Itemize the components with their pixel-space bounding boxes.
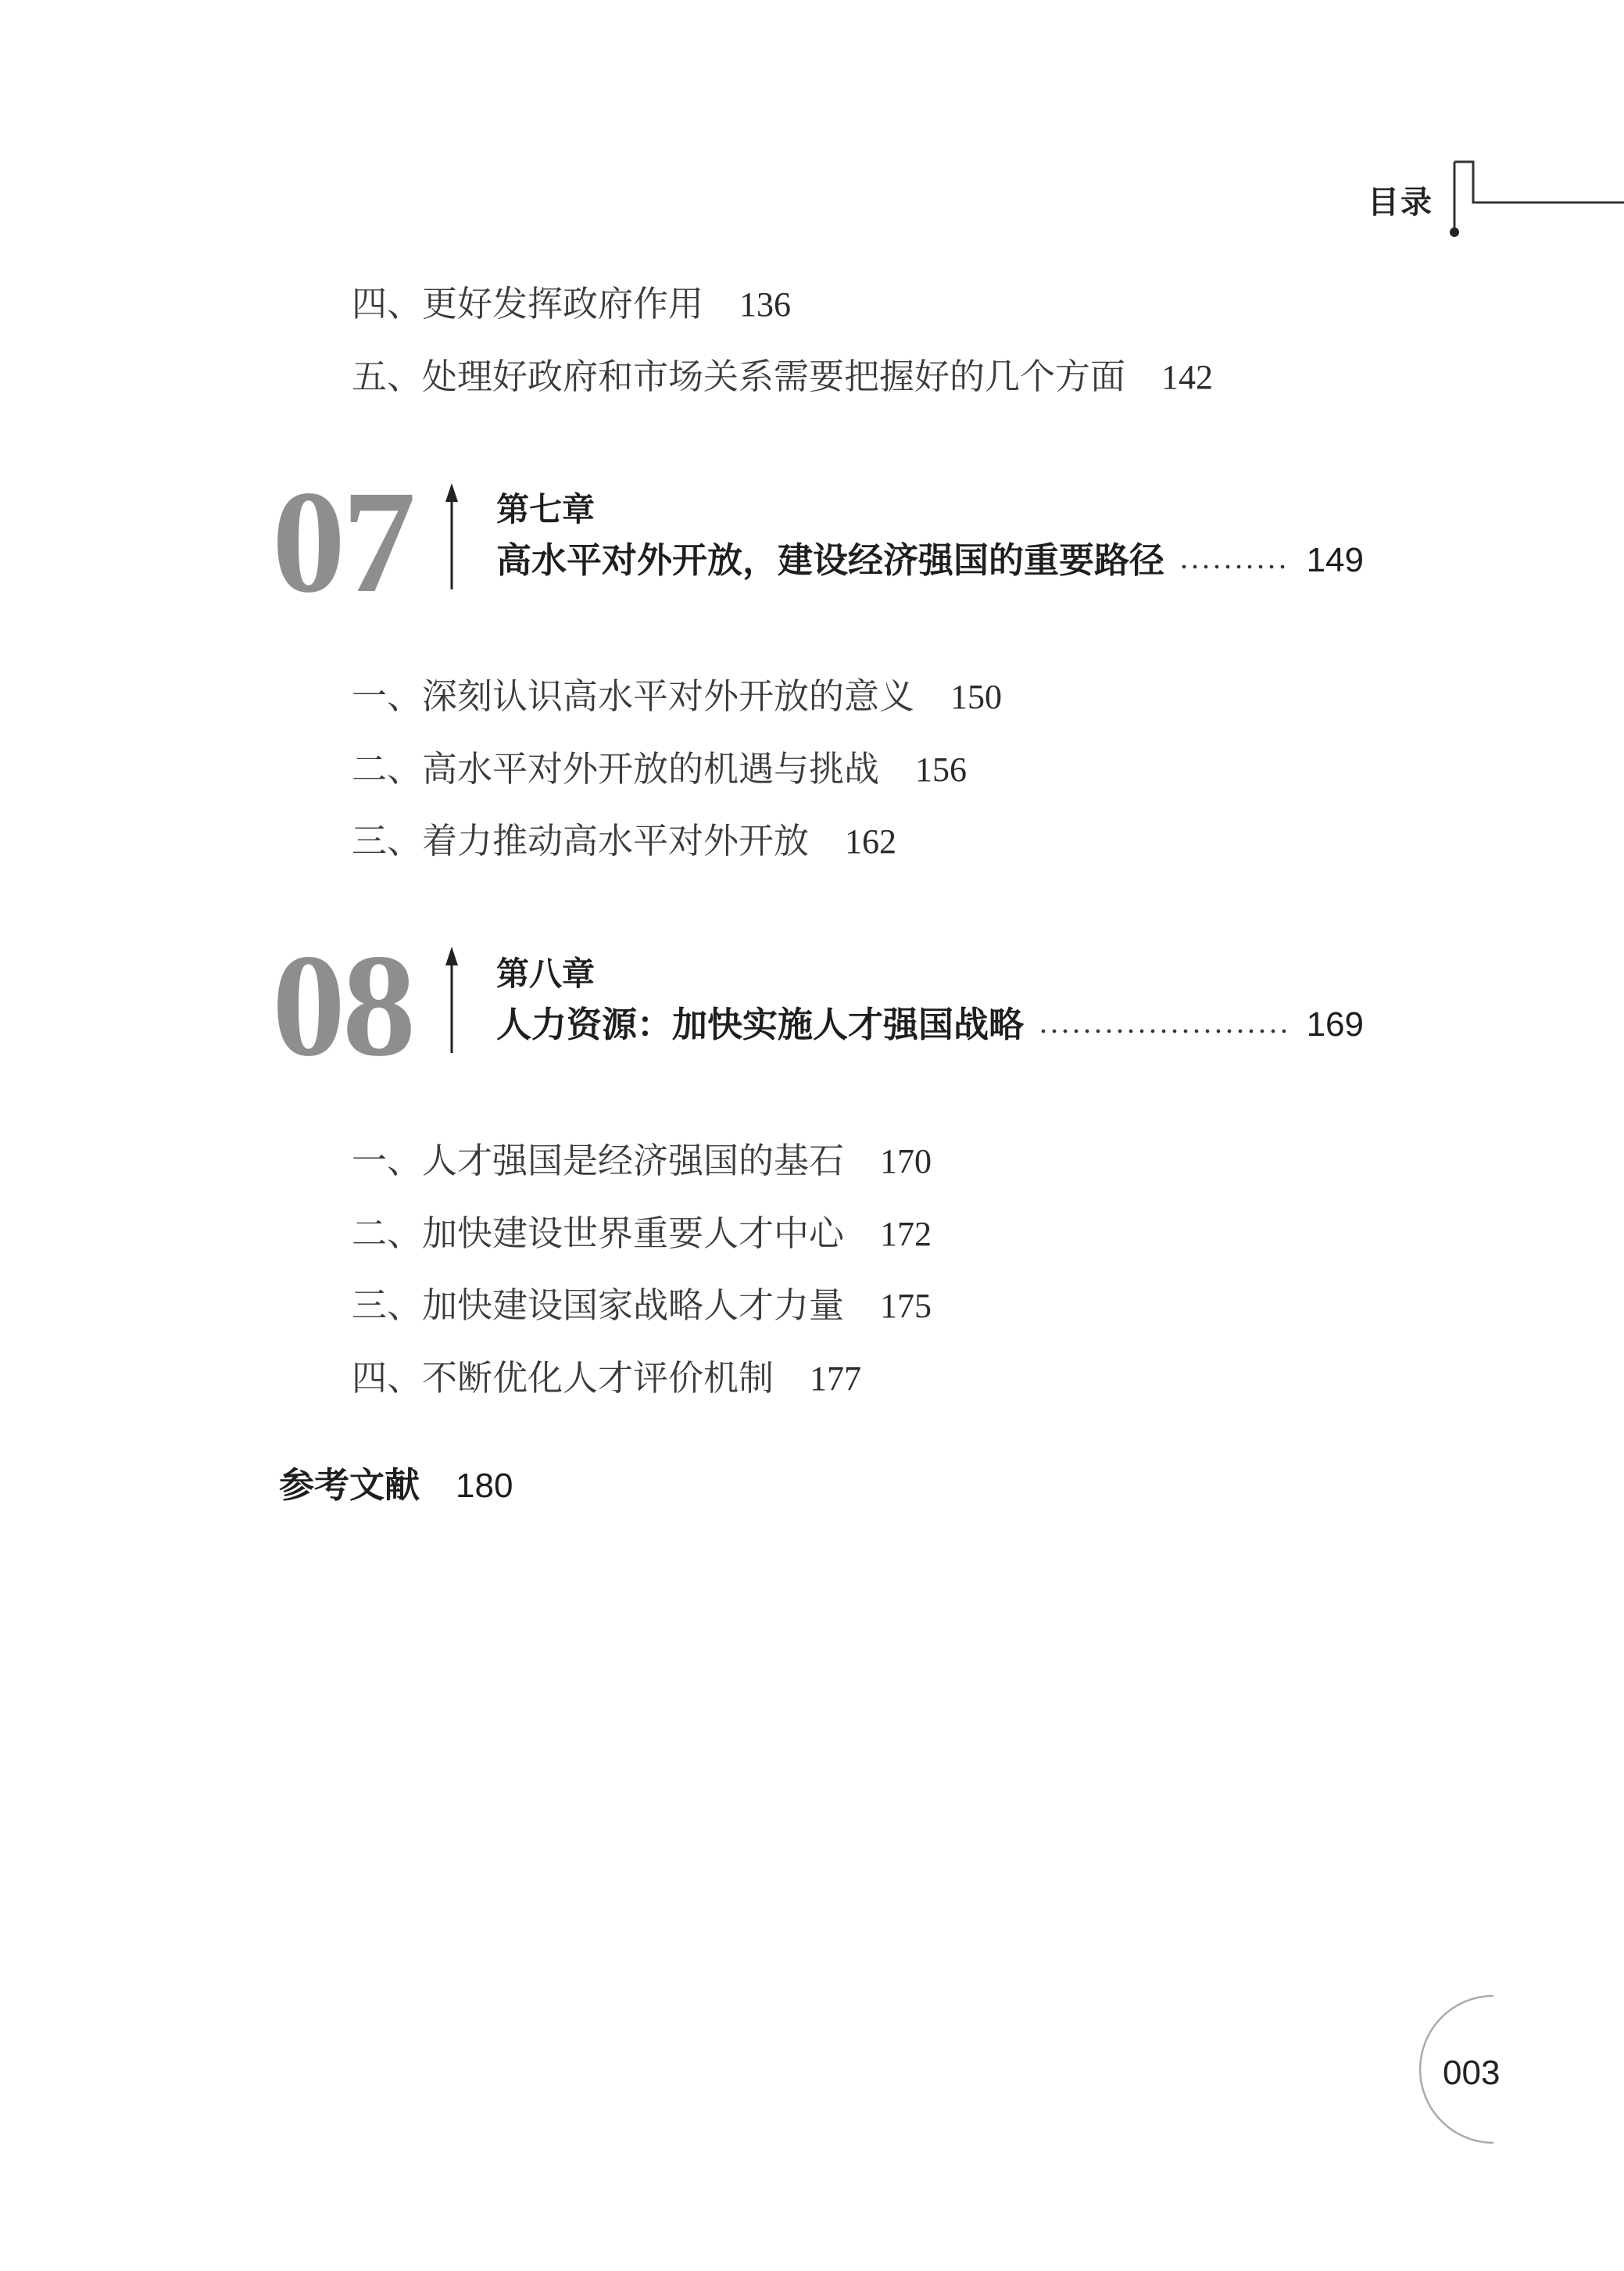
toc-entry xyxy=(352,733,1002,806)
toc-entry xyxy=(352,805,1002,878)
chapter-08-title: 人力资源：加快实施人才强国战略 xyxy=(496,1004,1025,1045)
references-label: 参考文献 xyxy=(279,1464,420,1506)
page-number: 003 xyxy=(1443,2054,1501,2092)
chapter-08-page: 169 xyxy=(1306,1005,1364,1044)
toc-entry xyxy=(352,1198,932,1270)
chapter-08-number: 08 xyxy=(272,923,413,1087)
toc-entry-page: 142 xyxy=(1161,357,1214,396)
toc-entry xyxy=(352,661,1002,733)
toc-entry xyxy=(352,1270,932,1342)
dot-leader xyxy=(1038,1027,1286,1035)
toc-entry-label: 四、更好发挥政府作用 xyxy=(352,283,704,324)
references-page: 180 xyxy=(456,1467,513,1505)
running-head-title: 目录 xyxy=(1368,184,1433,220)
chapter-07-section-list xyxy=(352,661,1002,878)
chapter-07-number: 07 xyxy=(272,460,413,623)
chapter-08-label: 第八章 xyxy=(496,955,596,993)
toc-entry-label: 二、加快建设世界重要人才中心 xyxy=(352,1212,845,1254)
references-entry xyxy=(279,1464,513,1506)
toc-entry-page: 177 xyxy=(810,1359,862,1398)
toc-entry-label: 四、不断优化人才评价机制 xyxy=(352,1356,774,1399)
toc-entry-page: 170 xyxy=(880,1142,932,1180)
toc-entry-page: 175 xyxy=(880,1287,932,1325)
toc-entry-label: 二、高水平对外开放的机遇与挑战 xyxy=(352,747,880,790)
toc-entry xyxy=(352,1125,932,1198)
toc-entry-label: 三、着力推动高水平对外开放 xyxy=(352,820,810,861)
toc-entry-label: 五、处理好政府和市场关系需要把握好的几个方面 xyxy=(352,355,1126,397)
chapter-08-arrow-icon xyxy=(445,947,458,1053)
toc-entry xyxy=(352,268,1213,341)
chapter-07-page: 149 xyxy=(1306,541,1364,579)
preceding-section-list xyxy=(352,268,1213,413)
chapter-08-title-line xyxy=(496,1006,1364,1044)
bracket-dot xyxy=(1450,227,1459,237)
chapter-08-section-list xyxy=(352,1125,932,1414)
toc-entry-label: 三、加快建设国家战略人才力量 xyxy=(352,1284,845,1326)
dot-leader xyxy=(1179,563,1286,571)
toc-entry-page: 136 xyxy=(739,285,792,324)
toc-entry-page: 150 xyxy=(950,678,1003,716)
toc-entry-label: 一、深刻认识高水平对外开放的意义 xyxy=(352,675,915,717)
toc-entry-page: 156 xyxy=(915,750,968,789)
running-head-bracket xyxy=(1450,162,1624,237)
toc-entry-label: 一、人才强国是经济强国的基石 xyxy=(352,1140,845,1181)
chapter-07-title: 高水平对外开放，建设经济强国的重要路径 xyxy=(496,539,1165,581)
toc-entry-page: 162 xyxy=(845,822,897,861)
chapter-07-label: 第七章 xyxy=(496,490,596,528)
toc-entry xyxy=(352,1342,932,1415)
chapter-07-title-line xyxy=(496,539,1364,581)
bracket-line xyxy=(1454,162,1624,202)
chapter-07-arrow-icon xyxy=(445,483,458,589)
toc-entry-page: 172 xyxy=(880,1214,932,1253)
toc-entry xyxy=(352,341,1213,414)
